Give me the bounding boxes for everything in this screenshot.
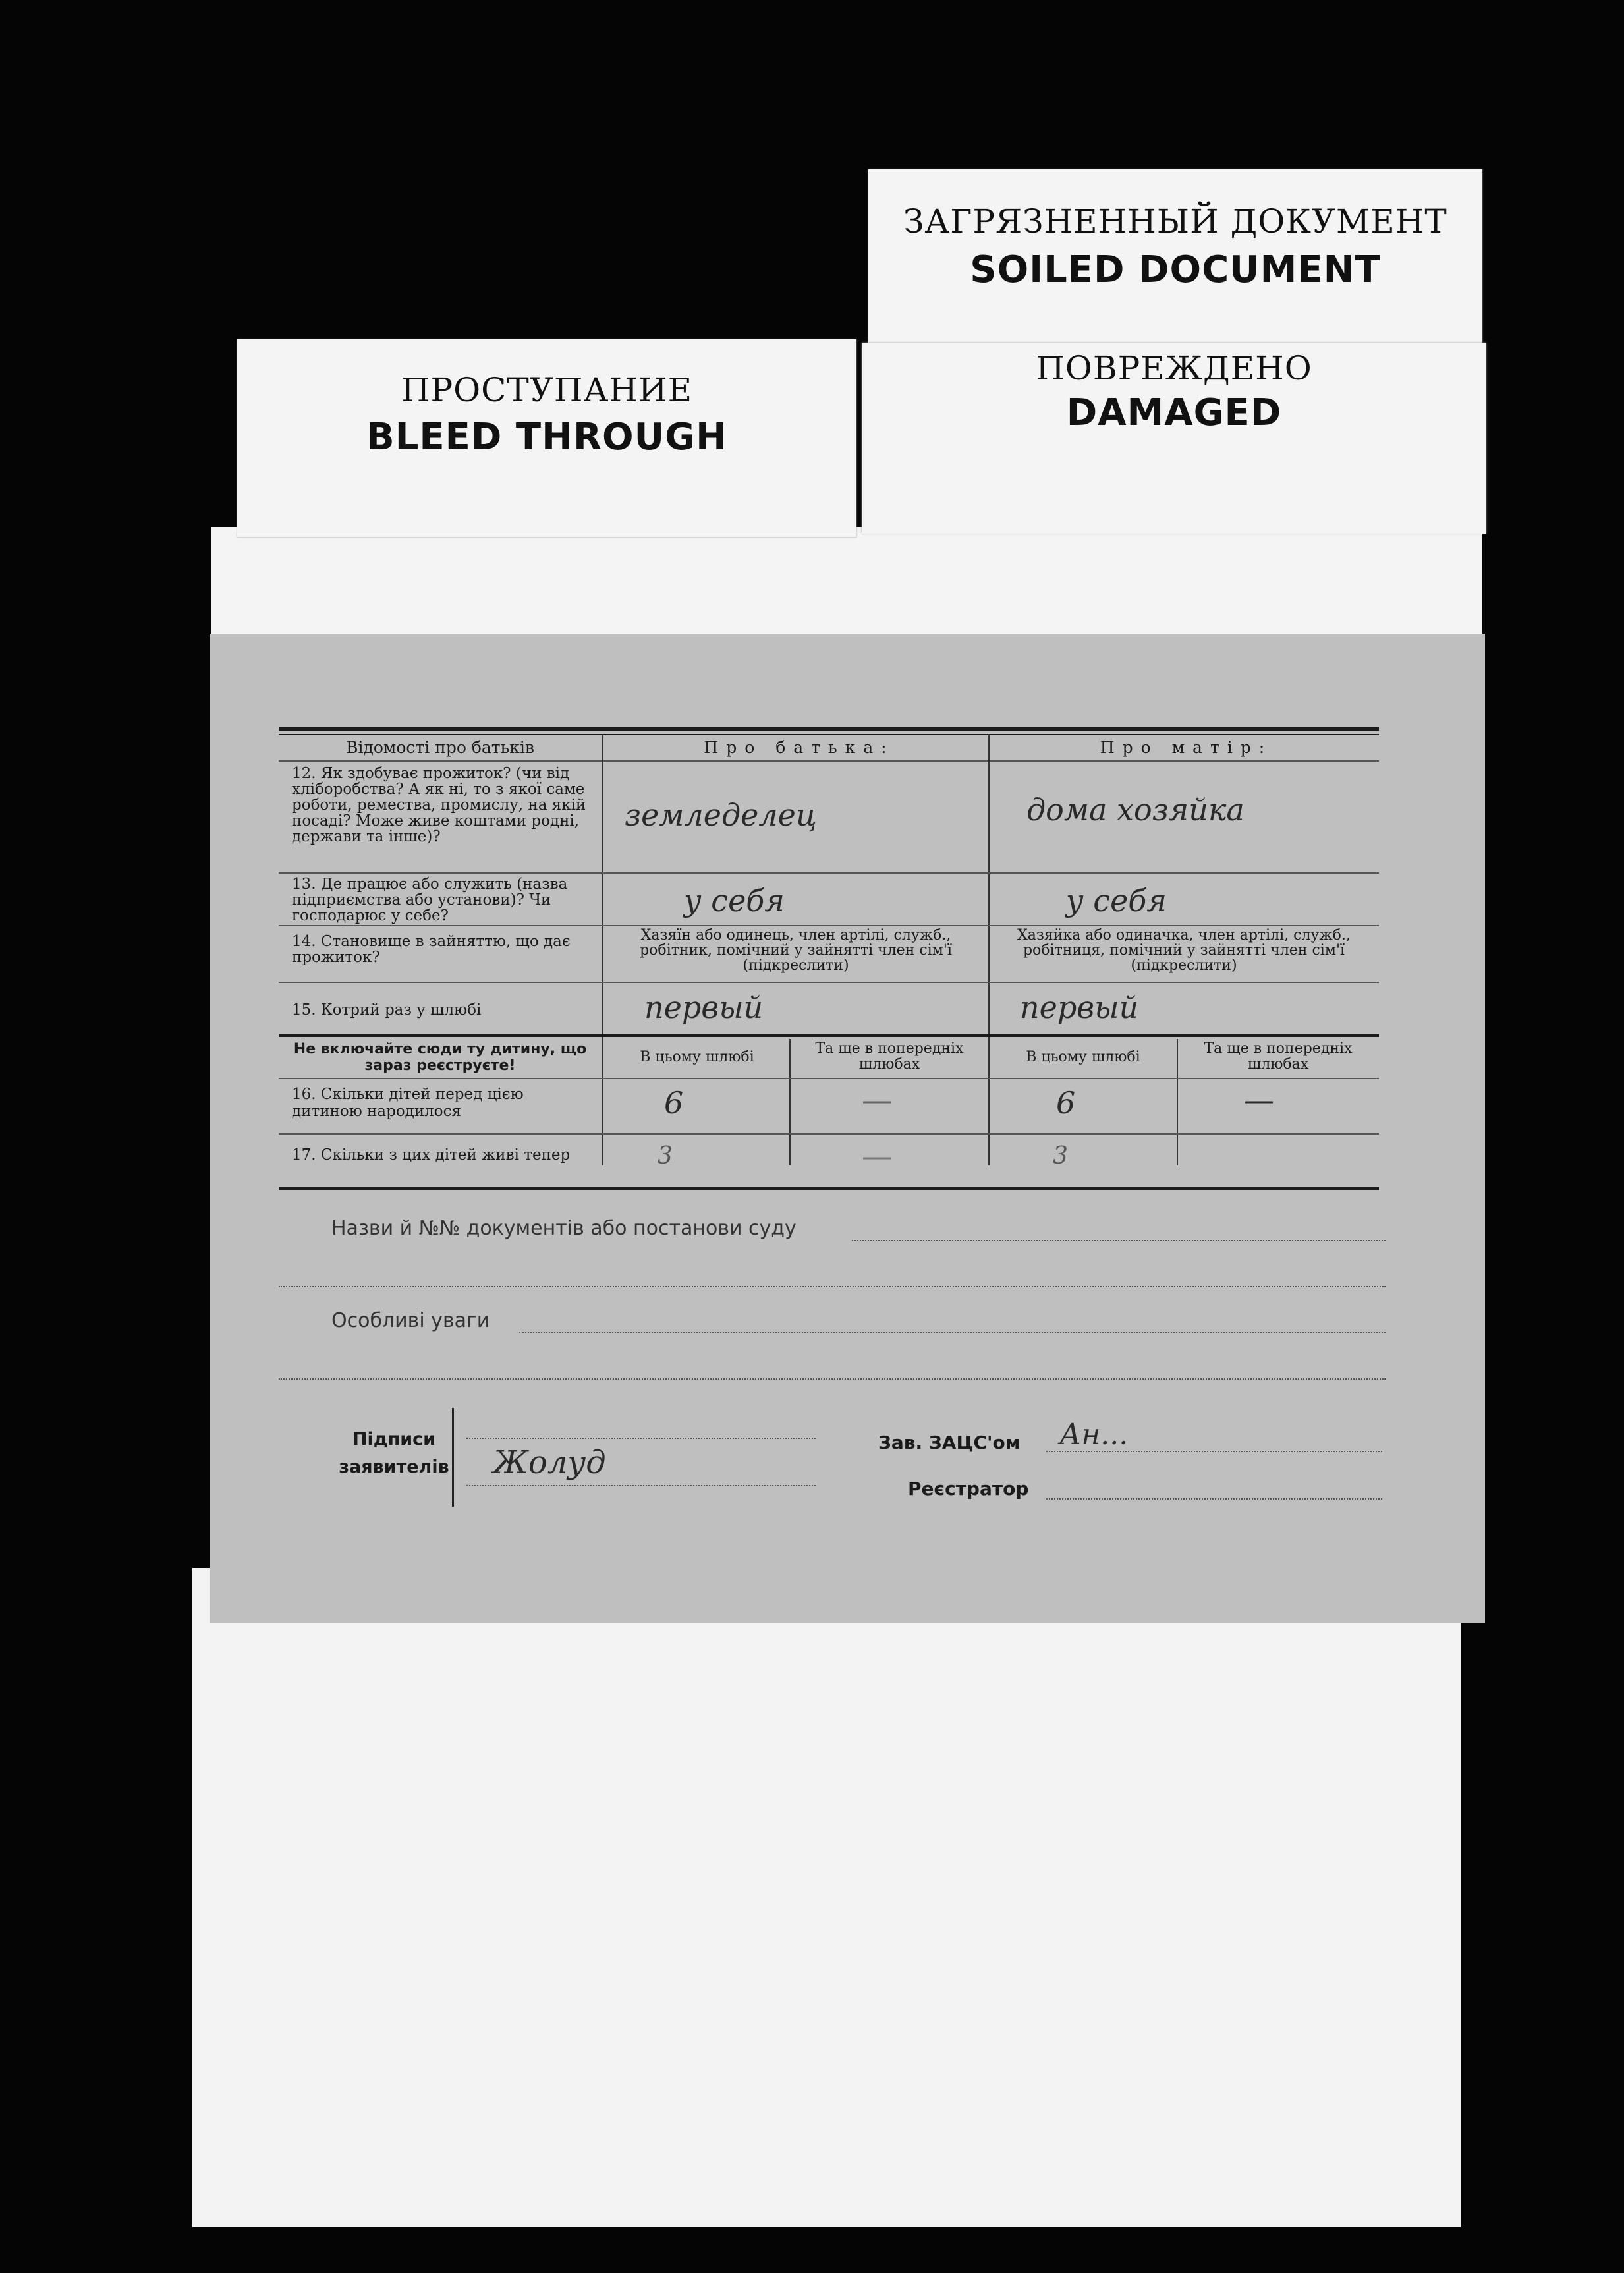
row-15-divider: [279, 1034, 1379, 1037]
row-12-divider: [279, 872, 1379, 874]
row-13-mother: у себя: [1066, 883, 1167, 918]
header-divider: [279, 760, 1379, 762]
row-12-question: 12. Як здобуває прожиток? (чи від хліборобства? А як ні, то з якої саме роботи, ремества, промислу, на якій посаді? Може живе коштами родні, держави та інше)?: [292, 765, 586, 845]
row-13-father: у себя: [684, 883, 785, 918]
head-signature: Ан...: [1059, 1418, 1129, 1451]
documents-line[interactable]: [852, 1239, 1386, 1241]
row-15-father: первый: [644, 990, 764, 1025]
signatures-label-2: заявителів: [339, 1457, 449, 1477]
back-paper: [192, 1568, 1461, 2227]
soiled-label-ru: ЗАГРЯЗНЕННЫЙ ДОКУМЕНТ: [903, 202, 1447, 240]
subheader-note: Не включайте сюди ту дитину, що зараз реєструєте!: [293, 1041, 587, 1074]
row-12-mother: дома хозяйка: [1026, 792, 1245, 828]
header-col-mother: Про матір:: [1100, 738, 1273, 757]
bleed-label-ru: ПРОСТУПАНИЕ: [401, 371, 693, 409]
damaged-label-en: DAMAGED: [1066, 391, 1282, 434]
row-16-question: 16. Скільки дітей перед цією дитиною народилося: [292, 1086, 524, 1120]
signatures-label-1: Підписи: [352, 1429, 436, 1449]
col-divider-3: [789, 1039, 791, 1165]
top-rule: [279, 727, 1379, 731]
applicant-signature: Жолуд: [493, 1444, 606, 1481]
row-16-father-prev: —: [862, 1082, 892, 1117]
father-in-previous-marriages: Та ще в попередніх шлюбах: [815, 1040, 964, 1073]
registrar-line[interactable]: [1046, 1497, 1382, 1500]
head-label: Зав. ЗАЦС'ом: [878, 1432, 1021, 1453]
row-13-question: 13. Де працює або служить (назва підприємства або установи)? Чи господарює у себе?: [292, 876, 568, 924]
row-16-mother-prev: —: [1244, 1082, 1274, 1117]
documents-line-2[interactable]: [279, 1285, 1386, 1287]
signatures-brace: [452, 1408, 454, 1507]
row-12-father: земледелец: [625, 797, 817, 833]
signature-line-1[interactable]: [466, 1436, 816, 1439]
row-17-father-this: 3: [658, 1142, 673, 1169]
row-17-mother-this: 3: [1053, 1142, 1068, 1169]
row-16-divider: [279, 1133, 1379, 1135]
col-divider-1: [602, 734, 603, 1165]
remarks-line-2[interactable]: [279, 1377, 1386, 1380]
signature-line-2[interactable]: [466, 1484, 816, 1486]
row-17-father-prev: —: [862, 1138, 892, 1173]
damaged-label-ru: ПОВРЕЖДЕНО: [1036, 349, 1312, 387]
row-17-question: 17. Скільки з цих дітей живі тепер: [292, 1146, 571, 1164]
col-divider-2: [988, 734, 990, 1165]
soiled-document-card: [868, 169, 1482, 347]
col-divider-4: [1177, 1039, 1178, 1165]
mother-in-this-marriage: В цьому шлюбі: [1026, 1049, 1140, 1065]
row-16-father-this: 6: [664, 1085, 684, 1121]
row-14-divider: [279, 982, 1379, 983]
row-14-mother: Хазяйка або одиначка, член артілі, служб., робітниця, помічний у зайнятті член сім'ї (підкреслити): [1017, 927, 1351, 974]
row-15-mother: первый: [1020, 990, 1139, 1025]
documents-label: Назви й №№ документів або постанови суду: [331, 1217, 797, 1240]
header-col-father: Про батька:: [704, 738, 895, 757]
top-rule-thin: [279, 734, 1379, 735]
mother-in-previous-marriages: Та ще в попередніх шлюбах: [1204, 1040, 1353, 1073]
header-col-parents: Відомості про батьків: [346, 738, 534, 757]
father-in-this-marriage: В цьому шлюбі: [640, 1049, 754, 1065]
remarks-line[interactable]: [519, 1331, 1386, 1333]
damaged-card: [862, 343, 1486, 534]
subheader-divider: [279, 1078, 1379, 1079]
row-13-divider: [279, 925, 1379, 926]
remarks-label: Особливі уваги: [331, 1309, 490, 1332]
row-15-question: 15. Котрий раз у шлюбі: [292, 1001, 482, 1019]
table-bottom-rule: [279, 1187, 1379, 1190]
registration-form: [210, 634, 1485, 1623]
soiled-label-en: SOILED DOCUMENT: [970, 248, 1381, 291]
row-14-question: 14. Становище в зайняттю, що дає прожиток?: [292, 933, 571, 966]
bleed-through-card: [237, 339, 856, 537]
registrar-label: Реєстратор: [908, 1478, 1029, 1500]
row-14-father: Хазяїн або одинець, член артілі, служб., робітник, помічний у зайнятті член сім'ї (підкреслити): [640, 927, 952, 974]
row-16-mother-this: 6: [1056, 1085, 1076, 1121]
bleed-label-en: BLEED THROUGH: [366, 416, 727, 459]
